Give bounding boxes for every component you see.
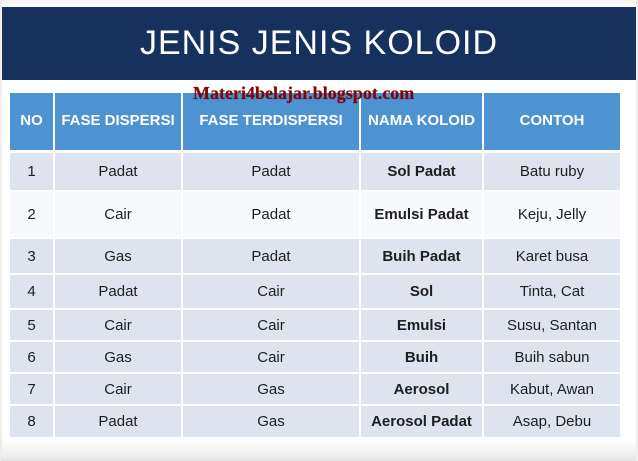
cell-nama-koloid: Sol (361, 275, 484, 308)
cell-fase-dispersi: Cair (55, 192, 183, 237)
watermark-text: Materi4belajar.blogspot.com (193, 83, 415, 103)
table-row (10, 192, 628, 239)
cell-contoh: Susu, Santan (484, 310, 620, 340)
cell-no: 5 (10, 310, 55, 340)
cell-fase-dispersi: Cair (55, 310, 183, 340)
cell-nama-koloid: Emulsi (361, 310, 484, 340)
cell-fase-terdispersi: Gas (183, 374, 361, 404)
header-nama-koloid: NAMA KOLOID (361, 93, 484, 150)
cell-fase-terdispersi: Cair (183, 310, 361, 340)
cell-contoh: Keju, Jelly (484, 192, 620, 237)
cell-no: 6 (10, 342, 55, 372)
koloid-table (10, 93, 628, 437)
table-row (10, 275, 628, 310)
cell-fase-terdispersi: Cair (183, 275, 361, 308)
cell-fase-dispersi: Gas (55, 239, 183, 273)
cell-no: 2 (10, 192, 55, 237)
table-row (10, 153, 628, 192)
cell-fase-terdispersi: Padat (183, 192, 361, 237)
cell-nama-koloid: Buih (361, 342, 484, 372)
cell-no: 3 (10, 239, 55, 273)
table-row (10, 406, 628, 437)
cell-nama-koloid: Aerosol (361, 374, 484, 404)
cell-nama-koloid: Aerosol Padat (361, 406, 484, 437)
header-fase-terdispersi: FASE TERDISPERSI (183, 93, 361, 150)
cell-contoh: Tinta, Cat (484, 275, 620, 308)
header-contoh: CONTOH (484, 93, 620, 150)
table-row (10, 310, 628, 342)
cell-contoh: Batu ruby (484, 153, 620, 190)
cell-contoh: Karet busa (484, 239, 620, 273)
cell-fase-terdispersi: Gas (183, 406, 361, 437)
table-row (10, 239, 628, 275)
cell-no: 1 (10, 153, 55, 190)
cell-contoh: Buih sabun (484, 342, 620, 372)
cell-fase-dispersi: Cair (55, 374, 183, 404)
table-row (10, 342, 628, 374)
cell-fase-dispersi: Gas (55, 342, 183, 372)
page-title: JENIS JENIS KOLOID (139, 24, 499, 62)
cell-fase-dispersi: Padat (55, 153, 183, 190)
cell-nama-koloid: Buih Padat (361, 239, 484, 273)
header-no: NO (10, 93, 55, 150)
cell-fase-terdispersi: Padat (183, 239, 361, 273)
cell-no: 7 (10, 374, 55, 404)
cell-nama-koloid: Emulsi Padat (361, 192, 484, 237)
cell-contoh: Asap, Debu (484, 406, 620, 437)
cell-fase-terdispersi: Padat (183, 153, 361, 190)
cell-fase-dispersi: Padat (55, 275, 183, 308)
cell-fase-terdispersi: Cair (183, 342, 361, 372)
header-fase-dispersi: FASE DISPERSI (55, 93, 183, 150)
cell-contoh: Kabut, Awan (484, 374, 620, 404)
cell-no: 8 (10, 406, 55, 437)
cell-fase-dispersi: Padat (55, 406, 183, 437)
table-row (10, 374, 628, 406)
cell-nama-koloid: Sol Padat (361, 153, 484, 190)
cell-no: 4 (10, 275, 55, 308)
title-banner (2, 7, 636, 80)
